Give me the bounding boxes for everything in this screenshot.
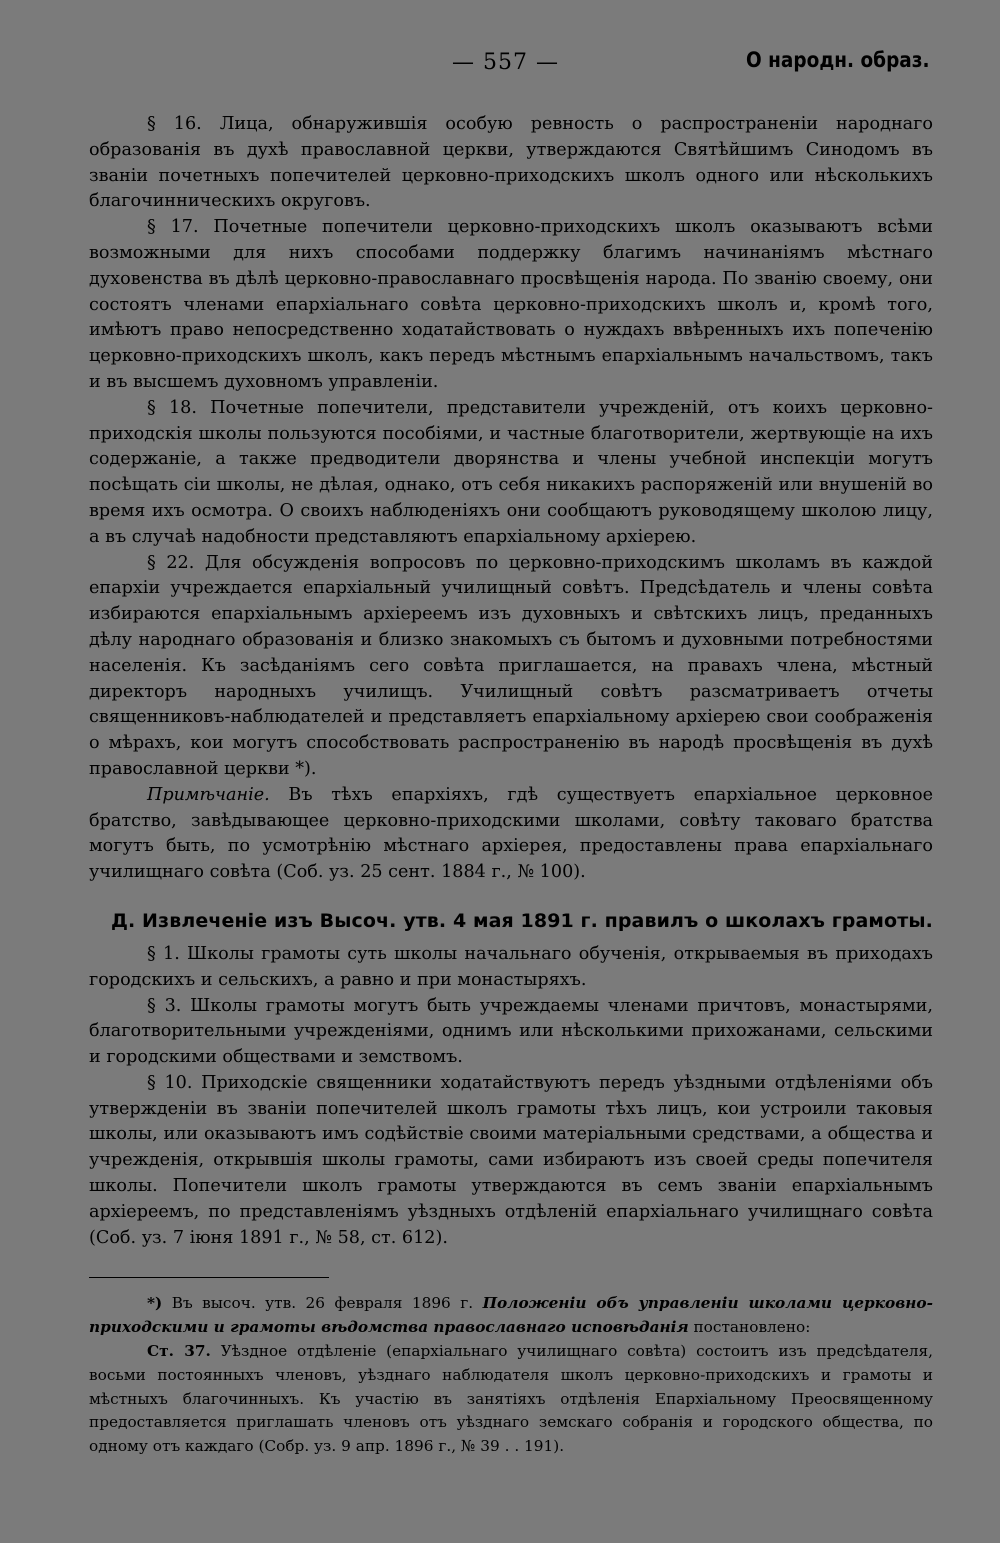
footnote-pre: Въ высоч. утв. 26 февраля 1896 г. — [162, 1294, 483, 1313]
paragraph-22: § 22. Для обсужденія вопросовъ по церковно-приходскимъ школамъ въ каждой епархіи учреждается епархіальный училищный совѣтъ. Предсѣдатель и члены совѣта избираются епархіальнымъ архіереемъ изъ духовныхъ и свѣтскихъ лицъ, преданныхъ дѣлу народнаго образованія и близко знакомыхъ съ бытомъ и духовными потребностями населенія. Къ засѣданіямъ сего совѣта приглашается, на правахъ члена, мѣстный директоръ народныхъ училищъ. Училищный совѣтъ разсматриваетъ отчеты священниковъ-наблюдателей и представляетъ епархіальному архіерею свои соображенія о мѣрахъ, кои могутъ способствовать распространенію въ народѣ просвѣщенія въ духѣ православной церкви *). — [89, 552, 933, 779]
section-paragraph-1: § 1. Школы грамоты суть школы начальнаго обученія, открываемыя въ приходахъ городскихъ и сельскихъ, а равно и при монастыряхъ. — [89, 943, 933, 990]
footnote-article-label: Ст. 37. — [147, 1342, 211, 1361]
footnote-article-text: Уѣздное отдѣленіе (епархіальнаго училищнаго совѣта) состоитъ изъ предсѣдателя, восьми постоянныхъ членовъ, уѣзднаго наблюдателя школъ церковно-приходскихъ и грамоты и мѣстныхъ благочинныхъ. Къ участію въ занятіяхъ отдѣленія Епархіальному Преосвященному предоставляется приглашать членовъ отъ уѣзднаго земскаго собранія и городского общества, по одному отъ каждаго (Собр. уз. 9 апр. 1896 г., № 39 . . 191). — [89, 1342, 933, 1456]
footnote — [89, 1292, 933, 1459]
footnote-article — [89, 1340, 933, 1459]
footnote-post: постановлено: — [688, 1318, 811, 1337]
note-paragraph — [89, 783, 933, 886]
section-heading: Д. Извлеченіе изъ Высоч. утв. 4 мая 1891 г. правилъ о школахъ грамоты. — [111, 909, 933, 932]
note-text: Въ тѣхъ епархіяхъ, гдѣ существуетъ епархіальное церковное братство, завѣдывающее церковно-приходскими школами, совѣту таковаго братства могутъ быть, по усмотрѣнію мѣстнаго архіерея, предоставлены права епархіальнаго училищнаго совѣта (Соб. уз. 25 сент. 1884 г., № 100). — [89, 784, 933, 883]
footnote-marker: *) — [147, 1294, 163, 1313]
section-paragraph-10: § 10. Приходскіе священники ходатайствуютъ передъ уѣздными отдѣленіями объ утвержденіи въ званіи попечителей школъ грамоты тѣхъ лицъ, кои устроили таковыя школы, или оказываютъ имъ содѣйствіе своими матеріальными средствами, а общества и учрежденія, открывшія школы грамоты, сами избираютъ изъ своей среды попечителя школы. Попечители школъ грамоты утверждаются въ семъ званіи епархіальнымъ архіереемъ, по представленіямъ уѣздныхъ отдѣленій епархіальнаго училищнаго совѣта (Соб. уз. 7 іюня 1891 г., № 58, ст. 612). — [89, 1072, 933, 1248]
page-number: — 557 — — [452, 50, 559, 75]
document-body — [89, 112, 933, 1459]
footnote-divider — [89, 1277, 329, 1278]
paragraph-17: § 17. Почетные попечители церковно-приходскихъ школъ оказываютъ всѣми возможными для нихъ способами поддержку благимъ начинаніямъ мѣстнаго духовенства въ дѣлѣ церковно-православнаго просвѣщенія народа. По званію своему, они состоятъ членами епархіальнаго совѣта церковно-приходскихъ школъ и, кромѣ того, имѣютъ право непосредственно ходатайствовать о нуждахъ ввѣренныхъ ихъ попеченію церковно-приходскихъ школъ, какъ передъ мѣстнымъ епархіальнымъ начальствомъ, такъ и въ высшемъ духовномъ управленіи. — [89, 217, 933, 392]
paragraph-18: § 18. Почетные попечители, представители учрежденій, отъ коихъ церковно-приходскія школы пользуются пособіями, и частные благотворители, жертвующіе на ихъ содержаніе, а также предводители дворянства и члены учебной инспекціи могутъ посѣщать сіи школы, не дѣлая, однако, отъ себя никакихъ распоряженій или внушеній во время ихъ осмотра. О своихъ наблюденіяхъ они сообщаютъ руководящему школою лицу, а въ случаѣ надобности представляютъ епархіальному архіерею. — [89, 397, 933, 547]
paragraph-16: § 16. Лица, обнаружившія особую ревность о распространеніи народнаго образованія въ духѣ православной церкви, утверждаются Святѣйшимъ Синодомъ въ званіи почетныхъ попечителей церковно-приходскихъ школъ одного или нѣсколькихъ благочинническихъ округовъ. — [89, 114, 933, 212]
footnote-intro — [89, 1292, 933, 1340]
page-header — [0, 46, 1000, 86]
note-label: Примѣчаніе. — [147, 784, 270, 805]
running-head: О народн. образ. — [746, 48, 930, 72]
footnote-italic-title: Положеніи объ управленіи школами церковно-приходскими и грамоты вѣдомства православнаго исповѣданія — [89, 1294, 933, 1337]
section-paragraph-3: § 3. Школы грамоты могутъ быть учреждаемы членами причтовъ, монастырями, благотворительными учрежденіями, однимъ или нѣсколькими прихожанами, сельскими и городскими обществами и земствомъ. — [89, 995, 933, 1068]
